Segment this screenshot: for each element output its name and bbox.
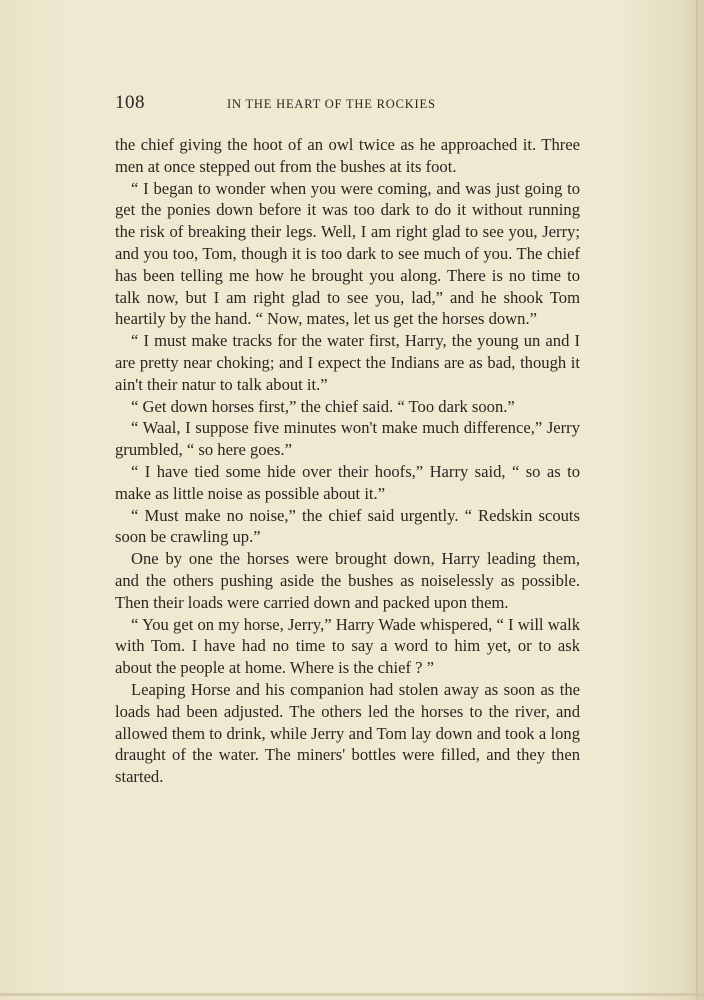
paragraph: Leaping Horse and his companion had stolen away as soon as the loads had been adjusted. The others led the horses to the river, and allowed them to drink, while Jerry and Tom lay down and took a long draught of the water. The miners' bottles were filled, and they then started. bbox=[115, 679, 580, 787]
paragraph: One by one the horses were brought down, Harry leading them, and the others pushing aside the bushes as noiselessly as possible. Then their loads were carried down and packed upon them. bbox=[115, 549, 580, 612]
paragraph: “ I must make tracks for the water first, Harry, the young un and I are pretty near choking; and I expect the Indians are as bad, though it ain't their natur to talk about it.” bbox=[115, 331, 580, 394]
paragraph: “ I began to wonder when you were coming, and was just going to get the ponies down before it was too dark to do it without running the risk of breaking their legs. Well, I am right glad to see you, Jerry; and you too, Tom, though it is too dark to see much of you. The chief has been telling me how he brought you along. There is no time to talk now, but I am right glad to see you, lad,” and he shook Tom heartily by the hand. “ Now, mates, let us get the horses down.” bbox=[115, 178, 580, 329]
page-number: 108 bbox=[115, 92, 145, 113]
running-head: IN THE HEART OF THE ROCKIES bbox=[227, 97, 436, 111]
paragraph: “ Waal, I suppose five minutes won't make much difference,” Jerry grumbled, “ so here goes.” bbox=[115, 418, 580, 460]
paragraph: “ You get on my horse, Jerry,” Harry Wade whispered, “ I will walk with Tom. I have had no time to say a word to him yet, or to ask about the people at home. Where is the chief ? ” bbox=[115, 614, 580, 678]
paragraph: “ Get down horses first,” the chief said. “ Too dark soon.” bbox=[131, 396, 515, 416]
paragraph: the chief giving the hoot of an owl twice as he approached it. Three men at once stepped out from the bushes at its foot. bbox=[115, 135, 580, 176]
body-text bbox=[115, 134, 580, 788]
page-edge-bottom bbox=[0, 993, 704, 996]
page-header bbox=[115, 92, 580, 118]
paragraph: “ I have tied some hide over their hoofs,” Harry said, “ so as to make as little noise as possible about it.” bbox=[115, 461, 580, 503]
page-edge-right bbox=[696, 0, 698, 1000]
paragraph: “ Must make no noise,” the chief said urgently. “ Redskin scouts soon be crawling up.” bbox=[115, 505, 580, 547]
